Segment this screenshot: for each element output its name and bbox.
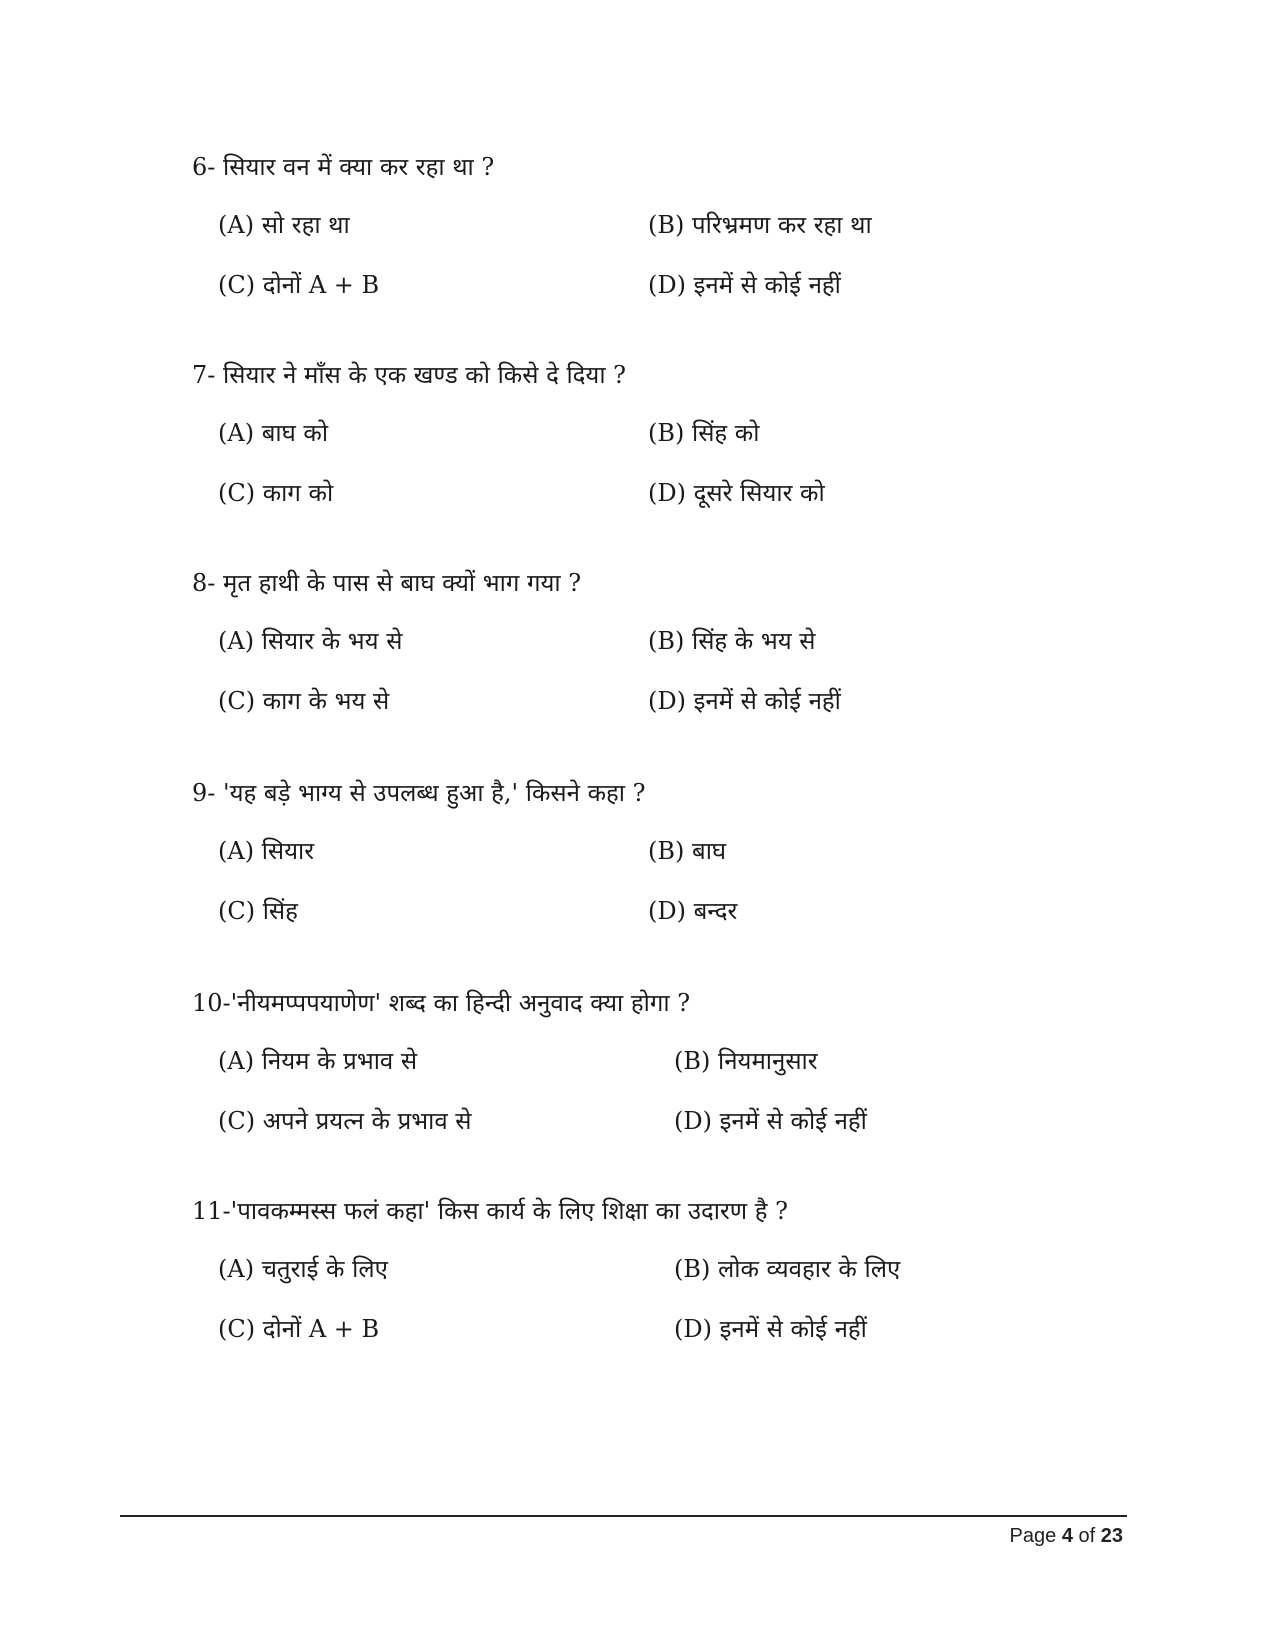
question-text: 9- 'यह बड़े भाग्य से उपलब्ध हुआ है,' किसने कहा ?: [192, 779, 646, 807]
question-9: [0, 776, 1275, 996]
footer-divider: [120, 1515, 1127, 1517]
option-a: (A) चतुराई के लिए: [218, 1255, 388, 1283]
option-c: (C) अपने प्रयत्न के प्रभाव से: [218, 1107, 472, 1135]
option-b: (B) बाघ: [648, 837, 727, 865]
option-a: (A) सो रहा था: [218, 211, 350, 239]
question-8: [0, 566, 1275, 786]
question-11: [0, 1194, 1275, 1414]
of-label: of: [1078, 1525, 1096, 1547]
page-footer: [1010, 1522, 1123, 1550]
option-d: (D) दूसरे सियार को: [648, 479, 825, 507]
option-d: (D) इनमें से कोई नहीं: [674, 1315, 867, 1343]
option-c: (C) दोनों A + B: [218, 271, 380, 299]
option-b: (B) परिभ्रमण कर रहा था: [648, 211, 872, 239]
question-text: 8- मृत हाथी के पास से बाघ क्यों भाग गया ?: [192, 569, 582, 597]
question-text: 10-'नीयमप्पपयाणेण' शब्द का हिन्दी अनुवाद क्या होगा ?: [192, 989, 691, 1017]
option-d: (D) बन्दर: [648, 897, 738, 925]
option-d: (D) इनमें से कोई नहीं: [674, 1107, 867, 1135]
option-d: (D) इनमें से कोई नहीं: [648, 271, 841, 299]
option-c: (C) दोनों A + B: [218, 1315, 380, 1343]
option-b: (B) नियमानुसार: [674, 1047, 818, 1075]
question-text: 11-'पावकम्मस्स फलं कहा' किस कार्य के लिए शिक्षा का उदारण है ?: [192, 1197, 789, 1225]
option-a: (A) सियार के भय से: [218, 627, 403, 655]
total-pages: 23: [1100, 1525, 1123, 1547]
option-b: (B) सिंह को: [648, 419, 760, 447]
option-a: (A) नियम के प्रभाव से: [218, 1047, 418, 1075]
question-10: [0, 986, 1275, 1206]
option-a: (A) सियार: [218, 837, 315, 865]
question-text: 7- सियार ने माँस के एक खण्ड को किसे दे दिया ?: [192, 361, 627, 389]
question-text: 6- सियार वन में क्या कर रहा था ?: [192, 153, 495, 181]
option-d: (D) इनमें से कोई नहीं: [648, 687, 841, 715]
option-a: (A) बाघ को: [218, 419, 329, 447]
page-label: Page: [1009, 1525, 1057, 1547]
page-number: 4: [1061, 1525, 1073, 1547]
option-b: (B) सिंह के भय से: [648, 627, 816, 655]
option-c: (C) सिंह: [218, 897, 298, 925]
question-7: [0, 358, 1275, 578]
option-b: (B) लोक व्यवहार के लिए: [674, 1255, 901, 1283]
option-c: (C) काग के भय से: [218, 687, 390, 715]
question-6: [0, 150, 1275, 370]
option-c: (C) काग को: [218, 479, 334, 507]
